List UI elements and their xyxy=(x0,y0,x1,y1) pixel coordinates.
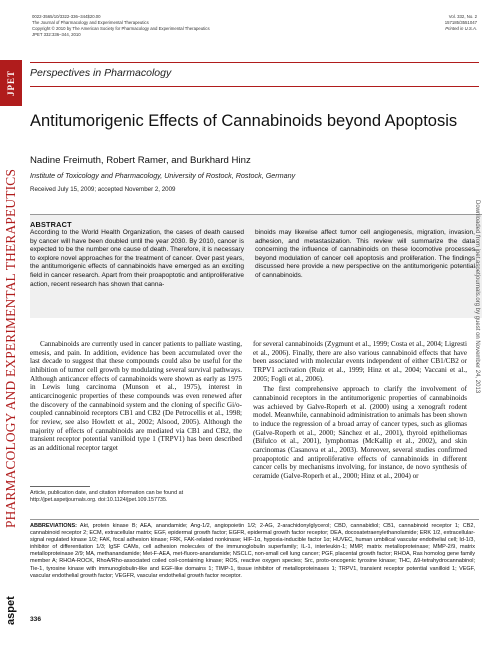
header-line: Copyright © 2010 by The American Society for Pharmacology and Experimental Therapeutics xyxy=(32,26,210,31)
header-line: 157185/3551047 xyxy=(444,20,477,25)
received-dates: Received July 15, 2009; accepted November 2, 2009 xyxy=(30,186,176,193)
abstract-heading: ABSTRACT xyxy=(30,220,72,229)
authors: Nadine Freimuth, Robert Ramer, and Burkhard Hinz xyxy=(30,155,251,166)
body-paragraph: for several cannabinoids (Zygmunt et al., 1999; Costa et al., 2004; Ligresti et al., 2006). Finally, there are also various cannabinoid effects that have been associated with molecular events independent of either CB1/CB2 or TRPV1 activation (Ruiz et al., 1999; Hinz et al., 2004; Vaccani et al., 2005; Fogli et al., 2006). xyxy=(253,340,467,383)
section-label: Perspectives in Pharmacology xyxy=(30,67,172,79)
aspet-logo: aspet xyxy=(5,596,17,626)
body-column-right xyxy=(253,340,467,483)
journal-tab: JPET xyxy=(0,60,22,106)
journal-header-left xyxy=(32,14,292,38)
abbreviations-rule xyxy=(30,519,479,520)
footnote: Article, publication date, and citation information can be found at http://jpet.aspetjournals.org. doi:10.1124/jpet.109.157735. xyxy=(30,490,184,503)
header-line: Vol. 332, No. 2 xyxy=(448,14,477,19)
page-number: 336 xyxy=(30,616,42,623)
body-paragraph: Cannabinoids are currently used in cancer patients to palliate wasting, emesis, and pain. In addition, evidence has been accumulated over the last decade to suggest that these compounds could also be useful for the inhibition of tumor cell growth by modulating several survival pathways. Although anticancer effects of cannabinoids were shown as early as 1975 in Lewis lung carcinoma (Munson et al., 1975), interest in anticarcinogenic properties of these compounds was even renewed after the discovery of the cannabinoid system and the cloning of specific Gi/o-coupled cannabinoid receptors CB1 and CB2 (De Petrocellis et al., 1998; for review, see also Howlett et al., 2002; Alsood, 2005). Although the majority of effects of cannabinoids are mediated via CB1 and CB2, the transient receptor potential vanilloid type 1 (TRPV1) has been described as an additional receptor target xyxy=(30,340,242,452)
footnote-rule xyxy=(30,486,90,487)
abstract-text-left: According to the World Health Organization, the cases of death caused by cancer will have been doubled until the year 2030. By 2010, cancer is expected to be the number one cause of death. Therefore, it is necessary to explore novel approaches for the treatment of cancer. Over past years, the antitumorigenic effects of cannabinoids have emerged as an exciting field in cancer research. Apart from their proapoptotic and antiproliferative action, recent research has shown that canna- xyxy=(30,229,244,288)
abbreviations-text: Akt, protein kinase B; AEA, anandamide; Ang-1/2, angiopoietin 1/2; 2-AG, 2-arachidonylglycerol; CBD, cannabidiol; CB1, cannabinoid receptor 1; CB2, cannabinoid receptor 2; ECM, extracellular matrix; EGF, epidermal growth factor; EGFR, epidermal growth factor receptor; DEA, docosatetraenylethanolamide; ERK 1/2, extracellular-signal regulated kinase 1/2; FAK, focal adhesion kinase; FRK, FAK-related nonkinase; HIF-1α, hypoxia-inducible factor 1α; HUVEC, human umbilical vascular endothelial cell; Id-1/3, inhibitor of differentiation 1/3; IgSF CAMs, cell adhesion molecules of the immunoglobulin superfamily; IL-1, interleukin-1; MMP, matrix metalloproteinase; MMP-2/9, matrix metalloproteinase 2/9; MA, methanandamide; Met-F-AEA, met-fluoro-anandamide; NSCLC, non-small cell lung cancer; PGF, placental growth factor; RHOA, Ras homolog gene family member A; RHOA-ROCK, RhoA/Rho-associated coiled coil-containing kinase; ROS, reactive oxygen species; Src, proto-oncogenic tyrosine kinase; THC, Δ9-tetrahydrocannabinol; Tie-1, tyrosine kinase with immunoglobulin-like and EGF-like domains 1; TIMP-1, tissue inhibitor of metalloproteinases 1; TRPV1, transient receptor potential vanilloid 1; VEGF, vascular endothelial growth factor; VEGFR, vascular endothelial growth factor receptor. xyxy=(30,523,475,579)
journal-name-vertical: PHARMACOLOGY AND EXPERIMENTAL THERAPEUTICS xyxy=(3,168,18,528)
article-title: Antitumorigenic Effects of Cannabinoids beyond Apoptosis xyxy=(30,112,458,130)
header-line: Printed in U.S.A. xyxy=(445,26,477,31)
abstract-text-right: binoids may likewise affect tumor cell angiogenesis, migration, invasion, adhesion, and metastasization. This review will summarize the data concerning the influence of cannabinoids on these locomotive processes beyond modulation of cancer cell apoptosis and proliferation. The findings discussed here provide a new perspective on the antitumorigenic potential of cannabinoids. xyxy=(255,229,475,279)
header-line: 0022-3565/10/3322-336–344$20.00 xyxy=(32,14,101,19)
section-rule xyxy=(30,86,479,87)
section-rule xyxy=(30,62,479,63)
abbreviations-label: ABBREVIATIONS: xyxy=(30,523,77,529)
header-line: JPET 332:336–344, 2010 xyxy=(32,32,81,37)
body-paragraph: The first comprehensive approach to clarify the involvement of cannabinoid receptors in the antitumorigenic properties of cannabinoids was achieved by Galve-Roperh et al. (2000) using a xenograft rodent model. Meanwhile, cannabinoid administration to animals has been shown to induce the regression of a broad array of cancer types, such as gliomas (Galve-Roperh et al., 2000; Sánchez et al., 2001), thyroid epitheliomas (Bifulco et al., 2001), lymphomas (McKallip et al., 2002), and skin carcinomas (Casanova et al., 2003). Moreover, several studies confirmed proapoptotic and antiproliferative effects of cannabinoids in different cancer cells by mechanisms involving, for instance, de novo synthesis of ceramide (Galve-Roperh et al., 2000; Hinz et al., 2004) or xyxy=(253,385,467,480)
abbreviations xyxy=(30,523,475,580)
download-note: Downloaded from jpet.aspetjournals.org by guest on November 24, 2013 xyxy=(474,200,480,394)
affiliation: Institute of Toxicology and Pharmacology, University of Rostock, Rostock, Germany xyxy=(30,171,296,180)
header-line: The Journal of Pharmacology and Experimental Therapeutics xyxy=(32,20,149,25)
body-column-left xyxy=(30,340,242,455)
journal-header-right xyxy=(357,14,477,32)
